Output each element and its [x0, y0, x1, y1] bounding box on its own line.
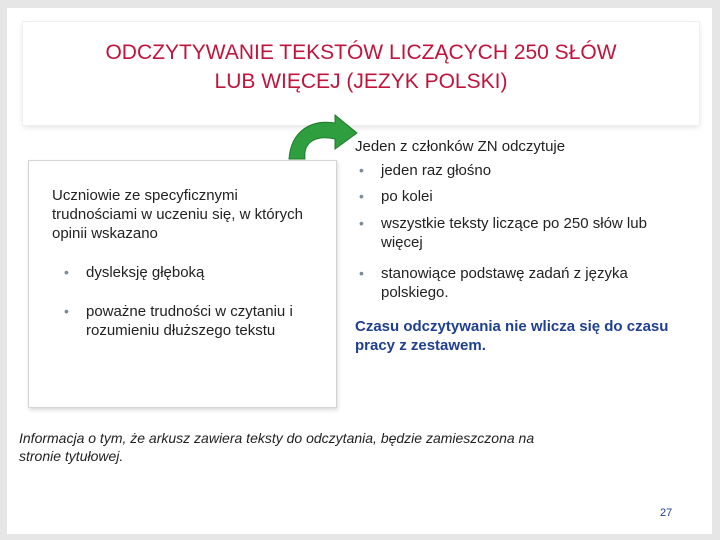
right-bullet-1	[359, 161, 691, 180]
time-note: Czasu odczytywania nie wlicza się do czasu pracy z zestawem.	[355, 318, 669, 354]
right-bullet-4	[359, 264, 641, 302]
right-bullet-2-text: po kolei	[381, 188, 433, 205]
bullet-icon: •	[359, 188, 364, 204]
bullet-icon: •	[64, 303, 69, 319]
right-bullet-2	[359, 187, 691, 206]
bullet-icon: •	[64, 264, 69, 280]
title-page-note: Informacja o tym, że arkusz zawiera teksty do odczytania, będzie zamieszczona na stronie tytułowej.	[19, 430, 535, 464]
right-intro-text: Jeden z członków ZN odczytuje	[355, 138, 566, 155]
left-intro-text: Uczniowie ze specyficznymi trudnościami w uczeniu się, w których opinii wskazano	[52, 187, 303, 242]
title-line-2: LUB WIĘCEJ (JEZYK POLSKI)	[214, 70, 508, 93]
bullet-icon: •	[359, 215, 364, 231]
right-bullet-1-text: jeden raz głośno	[381, 162, 492, 179]
left-bullet-2-text: poważne trudności w czytaniu i rozumieniu dłuższego tekstu	[86, 303, 293, 339]
left-bullet-1-text: dysleksję głęboką	[86, 264, 205, 281]
page-number: 27	[660, 507, 673, 519]
left-bullet-1	[64, 263, 316, 282]
right-bullet-4-text: stanowiące podstawę zadań z języka polskiego.	[381, 265, 628, 301]
bullet-icon: •	[359, 265, 364, 281]
right-bullet-3-text: wszystkie teksty liczące po 250 słów lub więcej	[381, 215, 647, 251]
curved-arrow-right-icon	[283, 113, 363, 161]
bullet-icon: •	[359, 162, 364, 178]
slide-title	[30, 38, 692, 96]
title-line-1: ODCZYTYWANIE TEKSTÓW LICZĄCYCH 250 SŁÓW	[105, 41, 617, 64]
right-bullet-3	[359, 214, 691, 252]
left-bullet-2	[64, 302, 296, 340]
